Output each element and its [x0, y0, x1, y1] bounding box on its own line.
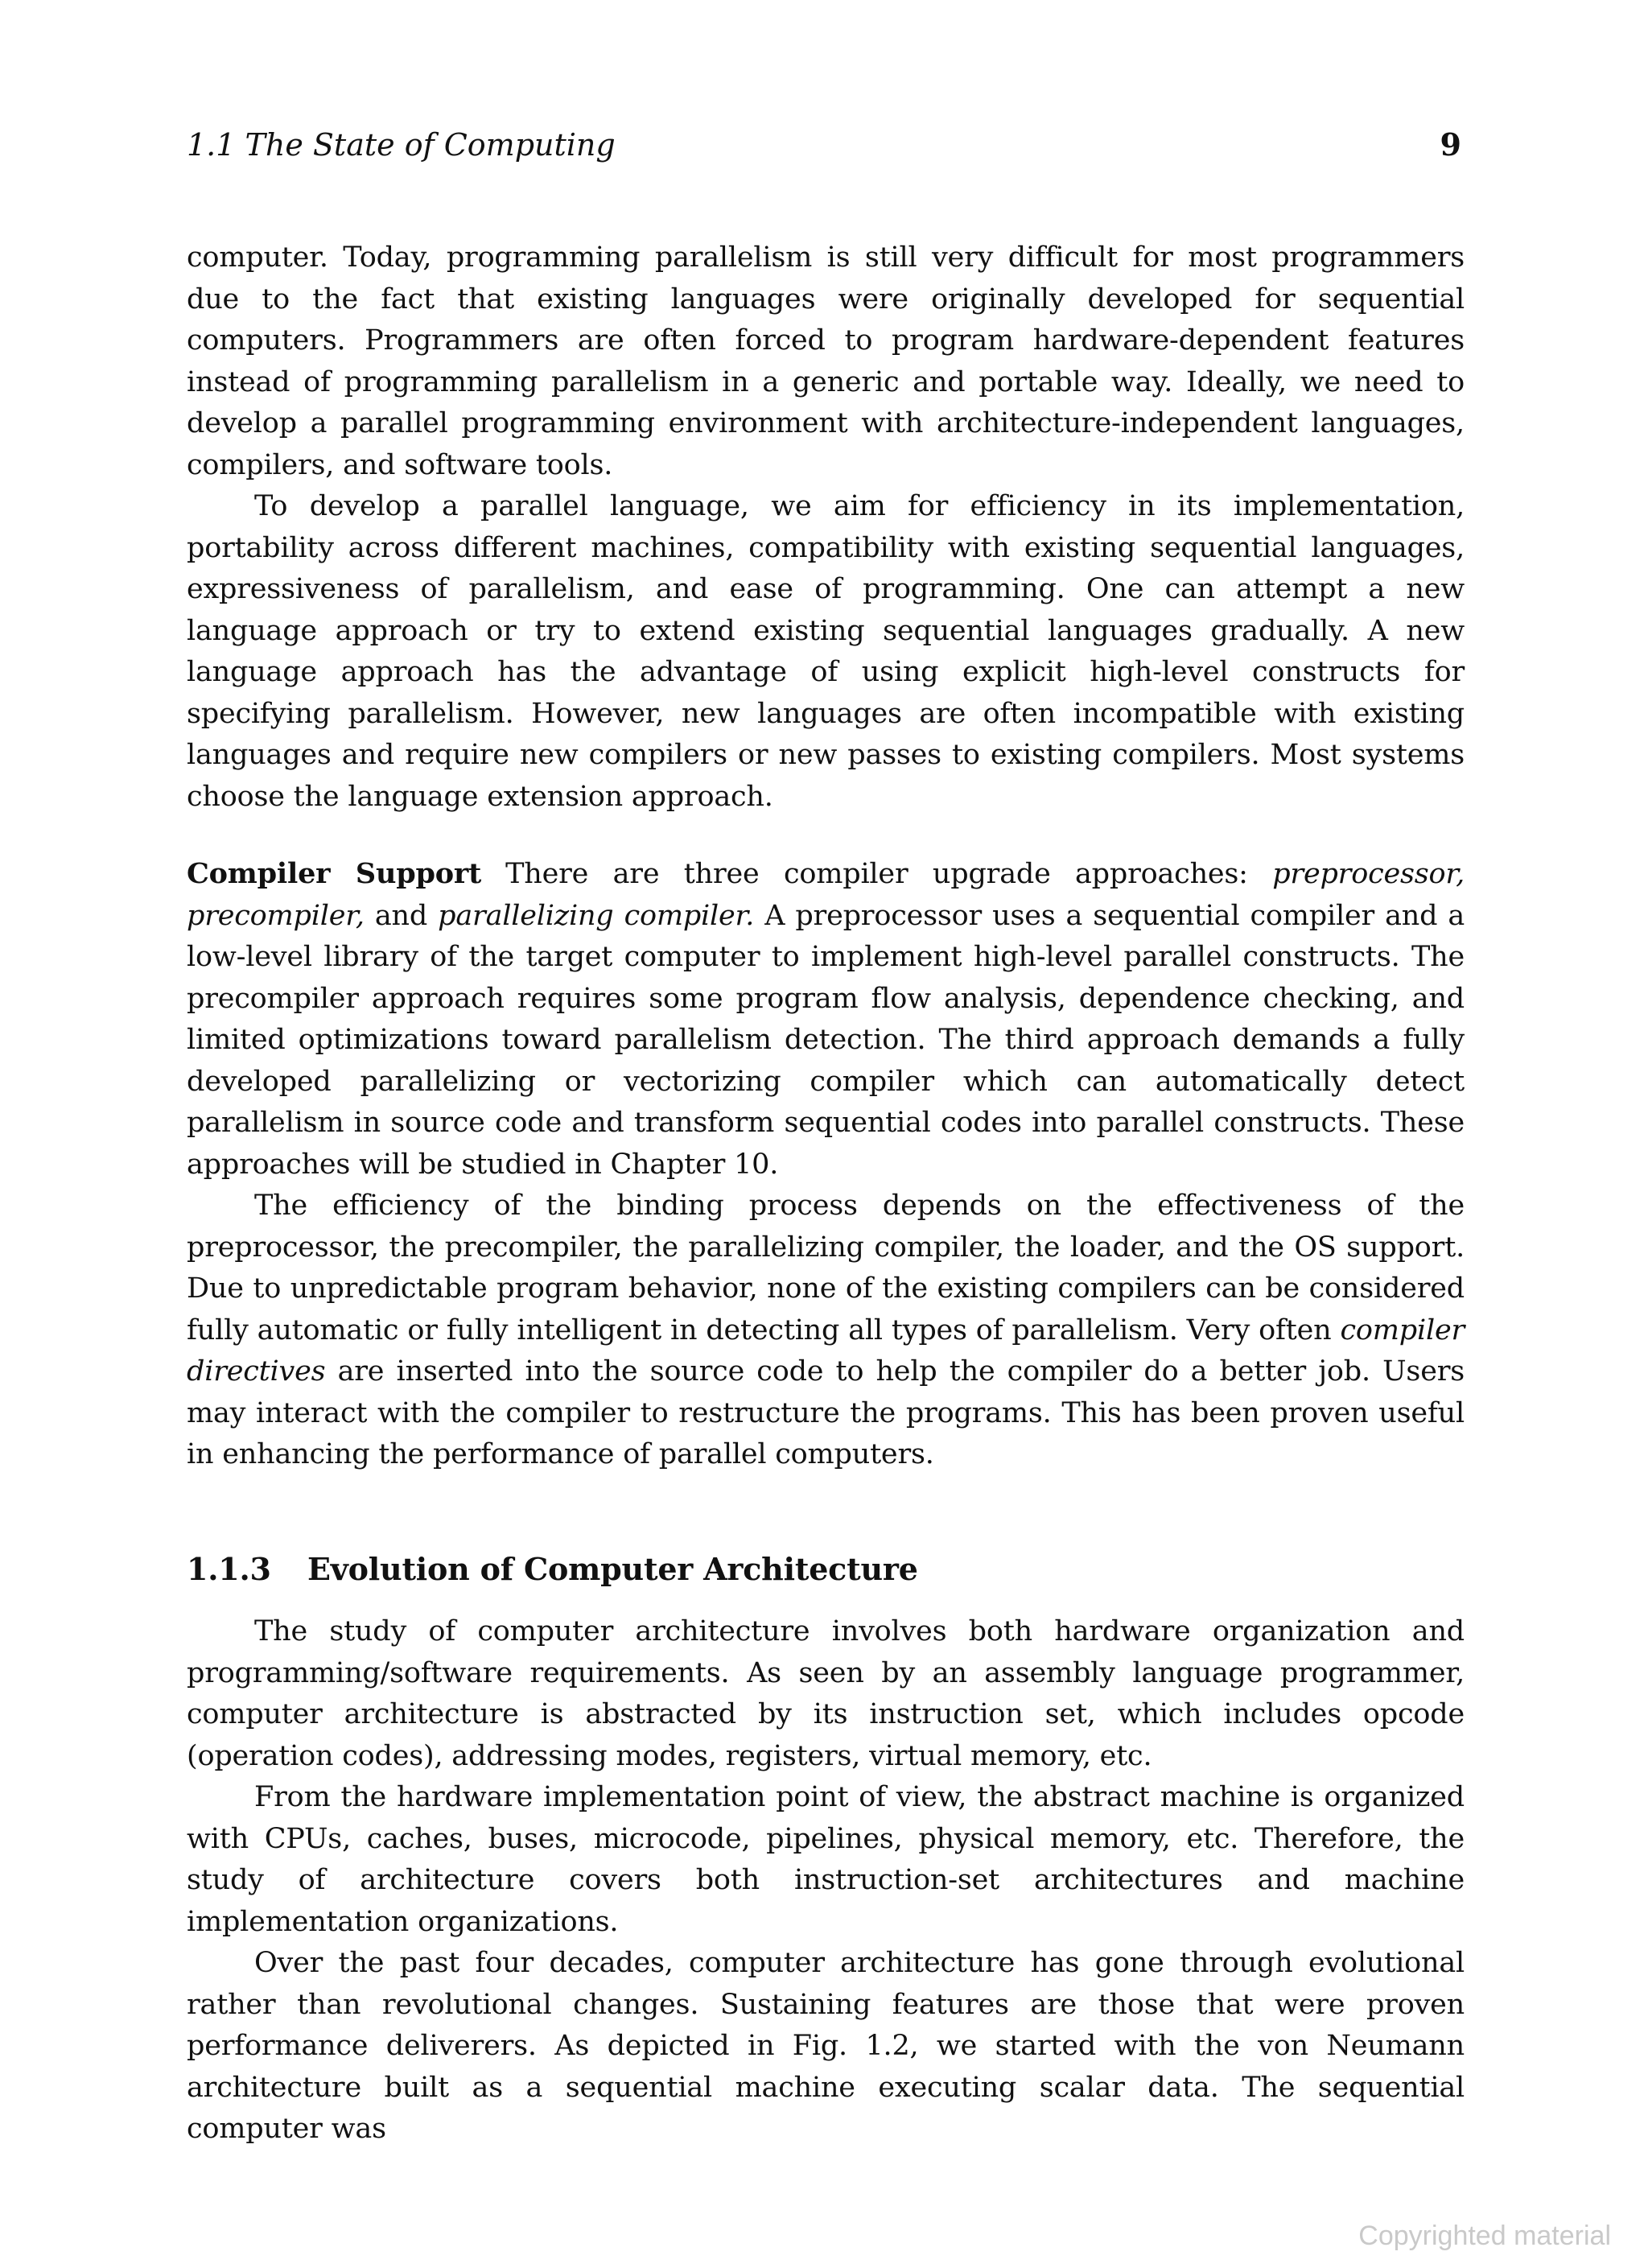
- paragraph-binding-efficiency: [187, 1186, 1465, 1476]
- paragraph-compiler-approaches: [187, 853, 1465, 1186]
- text-run: and: [364, 899, 439, 932]
- run-in-heading: Compiler Support: [187, 857, 482, 890]
- text-run: A preprocessor uses a sequential compiler and a low-level library of the target computer to implement high-level parallel constructs. The precompiler approach requires some program flow analysis, dependence checking, and limited optimizations toward parallelism detection. The third approach demands a fully developed parallelizing or vectorizing compiler which can automatically detect parallelism in source code and transform sequential codes into parallel constructs. These approaches will be studied in Chapter 10.: [187, 899, 1465, 1181]
- running-head: [187, 121, 1461, 169]
- paragraph-four-decades: Over the past four decades, computer architecture has gone through evolutional rather than revolutional changes. Sustaining features are those that were proven performance deliverers. As depicted in Fig. 1.2, we started with the von Neumann architecture built as a sequential machine executing scalar data. The sequential computer was: [187, 1947, 1465, 2145]
- paragraph-continued: computer. Today, programming parallelism is still very difficult for most programmers due to the fact that existing languages were originally developed for sequential computers. Programmers are often forced to program hardware-dependent features instead of programming parallelism in a generic and portable way. Ideally, we need to develop a parallel programming environment with architecture-independent languages, compilers, and software tools.: [187, 241, 1465, 481]
- term-preprocessor: preprocessor,: [1272, 858, 1465, 890]
- running-head-title: 1.1 The State of Computing: [187, 127, 616, 163]
- text-run: There are three compiler upgrade approaches:: [505, 858, 1273, 890]
- term-parallelizing-compiler: parallelizing compiler.: [438, 899, 755, 932]
- paragraph-architecture-study: The study of computer architecture involves both hardware organization and programming/software requirements. As seen by an assembly language programmer, computer architecture is abstracted by its instruction set, which includes opcode (operation codes), addressing modes, registers, virtual memory, etc.: [187, 1615, 1465, 1772]
- compiler-support-block: [187, 853, 1465, 1476]
- section-heading: [187, 1545, 1465, 1594]
- copyright-watermark: Copyrighted material: [1358, 2221, 1611, 2251]
- term-compiler-directives: compiler directives: [187, 1313, 1465, 1388]
- paragraph-hardware-view: From the hardware implementation point of view, the abstract machine is organized with CPUs, caches, buses, microcode, pipelines, physical memory, etc. Therefore, the study of architecture covers both instruction-set architectures and machine implementation organizations.: [187, 1781, 1465, 1938]
- paragraph-parallel-language: To develop a parallel language, we aim for efficiency in its implementation, portability across different machines, compatibility with existing sequential languages, expressiveness of parallelism, and ease of programming. One can attempt a new language approach or try to extend existing sequential languages gradually. A new language approach has the advantage of using explicit high-level constructs for specifying parallelism. However, new languages are often incompatible with existing languages and require new compilers or new passes to existing compilers. Most systems choose the language extension approach.: [187, 490, 1465, 813]
- term-precompiler: precompiler,: [187, 899, 365, 932]
- section-1-1-3: [187, 1545, 1465, 2150]
- text-run: are inserted into the source code to help the compiler do a better job. Users may interact with the compiler to restructure the programs. This has been proven useful in enhancing the performance of parallel computers.: [187, 1355, 1465, 1470]
- intro-text-block: [187, 237, 1465, 818]
- page-number: 9: [1440, 126, 1461, 163]
- text-run: The efficiency of the binding process depends on the effectiveness of the preprocessor, the precompiler, the parallelizing compiler, the loader, and the OS support. Due to unpredictable program behavior, none of the existing compilers can be considered fully automatic or fully intelligent in detecting all types of parallelism. Very often: [187, 1190, 1465, 1346]
- section-number: 1.1.3: [187, 1551, 271, 1587]
- section-title: Evolution of Computer Architecture: [307, 1551, 918, 1587]
